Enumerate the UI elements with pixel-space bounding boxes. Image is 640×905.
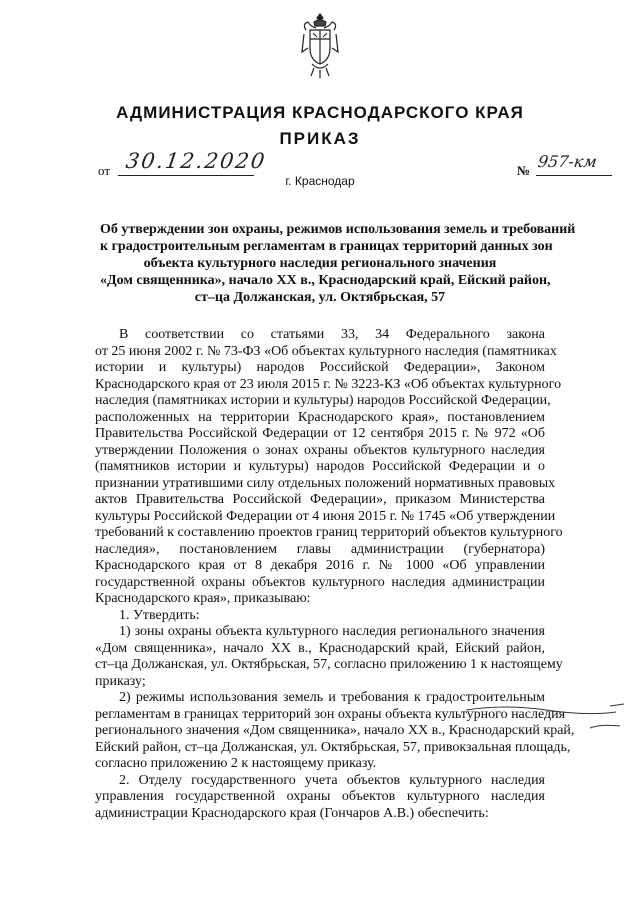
body-line: актов Правительства Российской Федерации», приказом Министерства	[95, 492, 545, 507]
handwritten-number: 957-км	[536, 152, 599, 171]
body-line: «Дом священника», начало XX в., Краснодарский край, Ейский район,	[95, 640, 545, 656]
body-line: Краснодарского края», приказываю:	[95, 591, 311, 606]
date-prefix: от	[98, 163, 111, 178]
body-line: государственной охраны объектов культурного наследия администрации	[95, 574, 545, 590]
body-line: наследия (памятниках истории и культуры) народов Российской Федерации,	[95, 393, 551, 408]
handwritten-correction-mark	[460, 702, 630, 752]
handwritten-date: 30.12.2020	[124, 149, 268, 173]
document-type: ПРИКАЗ	[279, 129, 361, 148]
body-line: согласно приложению 2 к настоящему приказу.	[95, 756, 377, 771]
body-line: культуры Российской Федерации от 4 июня 2015 г. № 1745 «Об утверждении	[95, 508, 556, 524]
body-line: требований к составлению проектов границ территорий объектов культурного	[95, 525, 563, 540]
title-line: к градостроительным регламентам в границах территорий данных зон	[100, 239, 553, 254]
body-line: управления государственной охраны объектов культурного наследия	[95, 789, 545, 804]
title-line: Об утверждении зон охраны, режимов использования земель и требований	[100, 222, 576, 237]
body-line: Правительства Российской Федерации от 12 сентября 2015 г. № 972 «Об	[95, 426, 545, 441]
body-line: регламентам в границах территорий зон охраны объекта культурного наследия	[95, 706, 566, 722]
body-line: 2) режимы использования земель и требования к градостроительным	[119, 690, 545, 705]
coat-of-arms-icon	[300, 12, 340, 80]
body-line: утверждении Положения о зонах охраны объектов культурного наследия	[95, 442, 545, 458]
body-line: В соответствии со статьями 33, 34 Федерального закона	[119, 327, 545, 342]
body-line: 1) зоны охраны объекта культурного наследия регионального значения	[119, 624, 545, 639]
body-line: приказу;	[95, 673, 146, 689]
body-line: от 25 июня 2002 г. № 73-ФЗ «Об объектах культурного наследия (памятниках	[95, 343, 557, 359]
title-line: «Дом священника», начало XX в., Краснодарский край, Ейский район,	[100, 273, 551, 288]
body-line: администрации Краснодарского края (Гончаров А.В.) обеспечить:	[95, 805, 489, 821]
body-line: наследия», постановлением главы администрации (губернатора)	[95, 541, 545, 557]
document-title	[100, 221, 576, 306]
city-name: г. Краснодар	[285, 174, 355, 188]
body-line: 2. Отделу государственного учета объектов культурного наследия	[119, 772, 545, 788]
body-line: признании утратившими силу отдельных положений нормативных правовых	[95, 475, 556, 491]
organization-name: АДМИНИСТРАЦИЯ КРАСНОДАРСКОГО КРАЯ	[116, 103, 524, 122]
body-line: расположенных на территории Краснодарского края», постановлением	[95, 409, 545, 425]
title-line: ст–ца Должанская, ул. Октябрьская, 57	[194, 290, 446, 305]
body-line: регионального значения «Дом священника», начало XX в., Краснодарский край,	[95, 723, 575, 738]
body-line: Краснодарского края от 8 декабря 2016 г. № 1000 «Об управлении	[95, 558, 545, 573]
body-line: истории и культуры) народов Российской Федерации», Законом	[95, 360, 545, 375]
body-line: 1. Утвердить:	[119, 607, 200, 623]
body-line: (памятников истории и культуры) народов Российской Федерации и о	[95, 459, 545, 474]
body-line: Краснодарского края от 23 июля 2015 г. № 3223-КЗ «Об объектах культурного	[95, 376, 562, 392]
title-line: объекта культурного наследия регионального значения	[143, 256, 497, 271]
body-line: Ейский район, ст–ца Должанская, ул. Октябрьская, 57, привокзальная площадь,	[95, 739, 571, 755]
number-prefix: №	[517, 163, 531, 178]
body-line: ст–ца Должанская, ул. Октябрьская, 57, согласно приложению 1 к настоящему	[95, 657, 563, 672]
